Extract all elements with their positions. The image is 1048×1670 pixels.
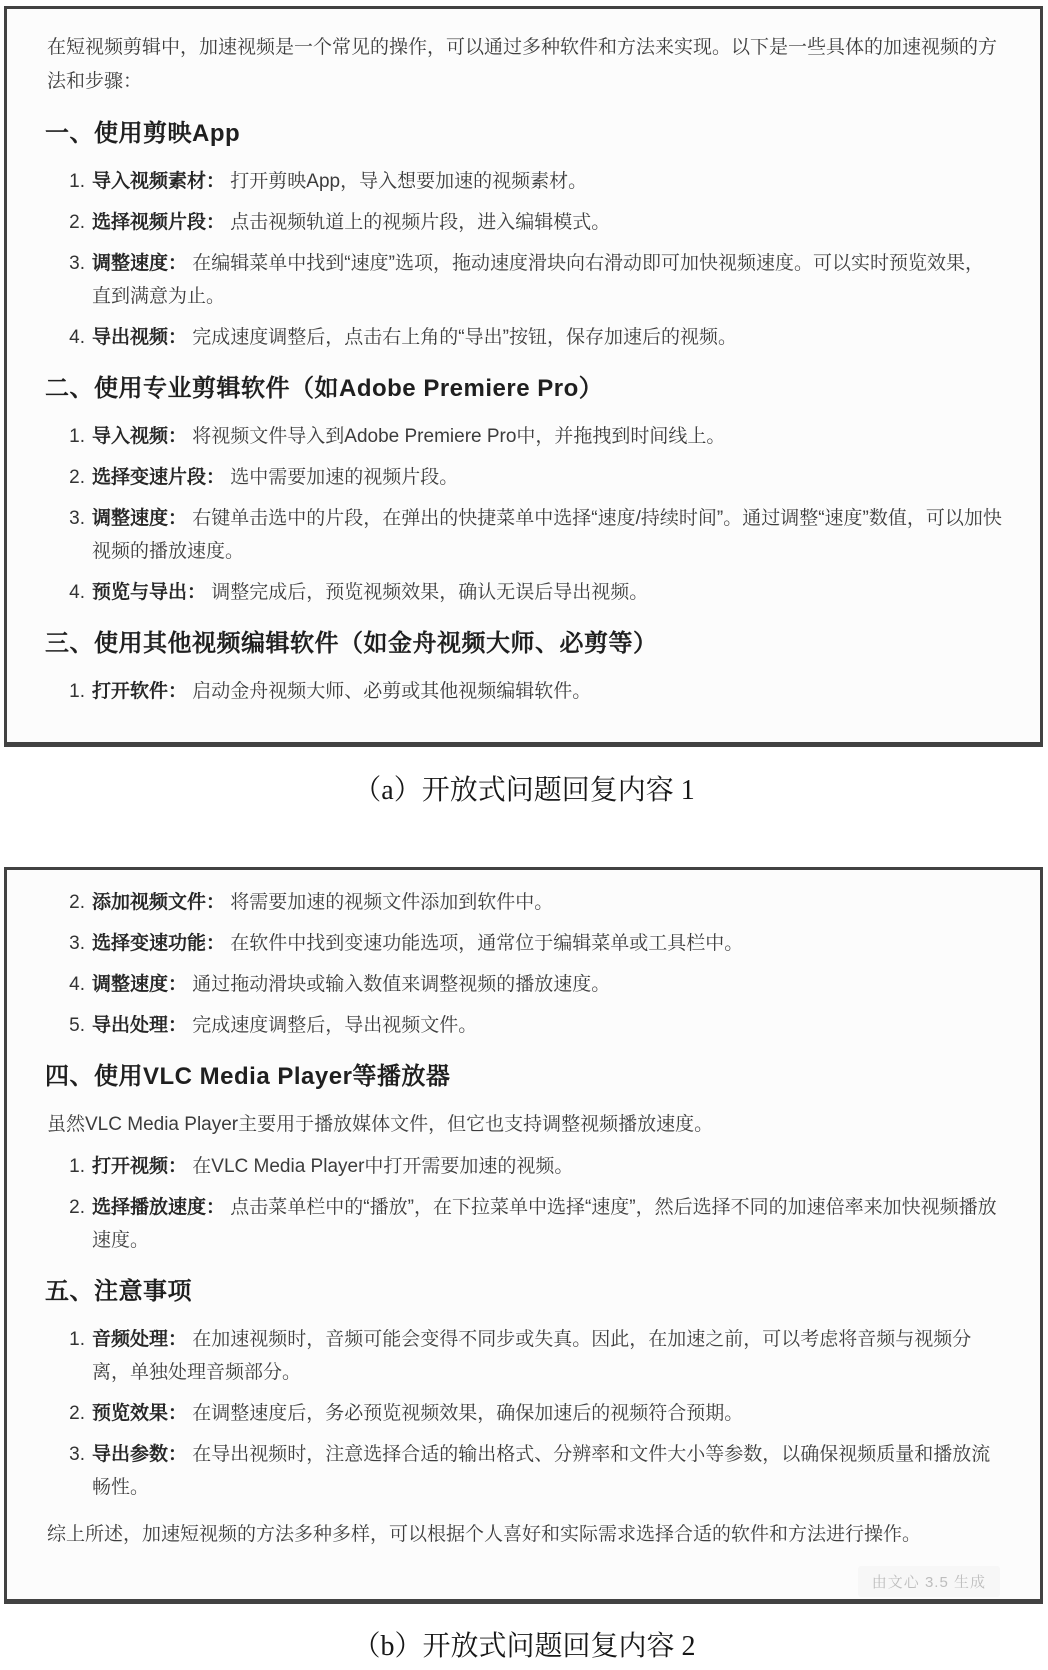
item-text: 通过拖动滑块或输入数值来调整视频的播放速度。 <box>187 974 611 995</box>
item-number: 1. <box>69 1156 85 1177</box>
list-item <box>59 576 1002 609</box>
item-label: 调整速度： <box>92 508 188 529</box>
list-item <box>59 1009 1002 1042</box>
item-body <box>92 1397 1002 1430</box>
item-label: 调整速度： <box>92 253 188 274</box>
item-body <box>92 247 1002 313</box>
list-item <box>59 1438 1002 1504</box>
item-text: 在编辑菜单中找到“速度”选项，拖动速度滑块向右滑动即可加快视频速度。可以实时预览效果，直到满意为止。 <box>92 253 984 307</box>
item-body <box>92 206 1002 239</box>
item-number: 1. <box>69 171 85 192</box>
item-body <box>92 1009 1002 1042</box>
list-item <box>59 927 1002 960</box>
list-item <box>59 1150 1002 1183</box>
list-item <box>59 206 1002 239</box>
item-text: 完成速度调整后，点击右上角的“导出”按钮，保存加速后的视频。 <box>187 327 737 348</box>
item-text: 在导出视频时，注意选择合适的输出格式、分辨率和文件大小等参数，以确保视频质量和播放流畅性。 <box>92 1444 991 1498</box>
list-item <box>59 886 1002 919</box>
item-text: 在加速视频时，音频可能会变得不同步或失真。因此，在加速之前，可以考虑将音频与视频分离，单独处理音频部分。 <box>92 1329 972 1383</box>
list-item <box>59 321 1002 354</box>
item-text: 完成速度调整后，导出视频文件。 <box>187 1015 478 1036</box>
list-item <box>59 1191 1002 1257</box>
item-number: 3. <box>69 1444 85 1465</box>
answer-panel-b <box>4 867 1043 1604</box>
section-heading: 四、使用VLC Media Player等播放器 <box>45 1063 451 1090</box>
list-item <box>59 247 1002 313</box>
item-body <box>92 1323 1002 1389</box>
item-body <box>92 1150 1002 1183</box>
item-label: 导出处理： <box>92 1015 188 1036</box>
list-item <box>59 420 1002 453</box>
item-number: 1. <box>69 681 85 702</box>
numbered-list <box>59 886 1002 1042</box>
list-item <box>59 1323 1002 1389</box>
item-number: 4. <box>69 974 85 995</box>
item-label: 调整速度： <box>92 974 188 995</box>
item-number: 5. <box>69 1015 85 1036</box>
item-body <box>92 321 1002 354</box>
watermark-row <box>45 1566 1000 1597</box>
item-body <box>92 927 1002 960</box>
item-number: 2. <box>69 1197 85 1218</box>
section-heading: 五、注意事项 <box>45 1278 192 1305</box>
list-item <box>59 675 1002 708</box>
item-body <box>92 1438 1002 1504</box>
numbered-list <box>59 675 1002 708</box>
list-item <box>59 165 1002 198</box>
item-text: 在VLC Media Player中打开需要加速的视频。 <box>187 1156 574 1177</box>
item-text: 在调整速度后，务必预览视频效果，确保加速后的视频符合预期。 <box>187 1403 744 1424</box>
numbered-list <box>59 1150 1002 1257</box>
list-item <box>59 502 1002 568</box>
item-number: 3. <box>69 508 85 529</box>
numbered-list <box>59 165 1002 354</box>
item-text: 将需要加速的视频文件添加到软件中。 <box>225 892 554 913</box>
paragraph: 虽然VLC Media Player主要用于播放媒体文件，但它也支持调整视频播放速度。 <box>47 1114 714 1135</box>
item-text: 调整完成后，预览视频效果，确认无误后导出视频。 <box>206 582 649 603</box>
list-item <box>59 1397 1002 1430</box>
answer-panel-a-content <box>45 31 1002 708</box>
paragraph: 综上所述，加速短视频的方法多种多样，可以根据个人喜好和实际需求选择合适的软件和方法进行操作。 <box>47 1524 922 1545</box>
item-text: 打开剪映App，导入想要加速的视频素材。 <box>225 171 588 192</box>
item-number: 1. <box>69 426 85 447</box>
item-number: 3. <box>69 253 85 274</box>
item-number: 4. <box>69 327 85 348</box>
generator-watermark: 由文心 3.5 生成 <box>858 1566 1000 1597</box>
item-label: 添加视频文件： <box>92 892 226 913</box>
item-number: 3. <box>69 933 85 954</box>
numbered-list <box>59 420 1002 609</box>
item-number: 4. <box>69 582 85 603</box>
item-label: 预览与导出： <box>92 582 207 603</box>
item-text: 点击视频轨道上的视频片段，进入编辑模式。 <box>225 212 611 233</box>
item-label: 打开视频： <box>92 1156 188 1177</box>
item-body <box>92 968 1002 1001</box>
item-label: 选择变速功能： <box>92 933 226 954</box>
item-label: 导出视频： <box>92 327 188 348</box>
answer-panel-b-content <box>45 886 1002 1597</box>
item-number: 1. <box>69 1329 85 1350</box>
item-body <box>92 461 1002 494</box>
figure-caption-b: （b）开放式问题回复内容 2 <box>352 1631 696 1662</box>
section-heading: 一、使用剪映App <box>45 120 241 147</box>
item-body <box>92 165 1002 198</box>
item-label: 预览效果： <box>92 1403 188 1424</box>
item-body <box>92 886 1002 919</box>
list-item <box>59 461 1002 494</box>
item-text: 选中需要加速的视频片段。 <box>225 467 459 488</box>
item-text: 在软件中找到变速功能选项，通常位于编辑菜单或工具栏中。 <box>225 933 744 954</box>
answer-panel-a <box>4 6 1043 747</box>
item-text: 将视频文件导入到Adobe Premiere Pro中，并拖拽到时间线上。 <box>187 426 726 447</box>
item-label: 音频处理： <box>92 1329 188 1350</box>
item-number: 2. <box>69 892 85 913</box>
item-body <box>92 675 1002 708</box>
item-label: 导出参数： <box>92 1444 188 1465</box>
section-heading: 二、使用专业剪辑软件（如Adobe Premiere Pro） <box>45 375 604 402</box>
item-text: 右键单击选中的片段，在弹出的快捷菜单中选择“速度/持续时间”。通过调整“速度”数值，可以加快视频的播放速度。 <box>92 508 1002 562</box>
paragraph: 在短视频剪辑中，加速视频是一个常见的操作，可以通过多种软件和方法来实现。以下是一些具体的加速视频的方法和步骤： <box>47 37 998 92</box>
item-text: 点击菜单栏中的“播放”，在下拉菜单中选择“速度”，然后选择不同的加速倍率来加快视频播放速度。 <box>92 1197 997 1251</box>
item-label: 选择播放速度： <box>92 1197 226 1218</box>
item-body <box>92 576 1002 609</box>
item-label: 选择变速片段： <box>92 467 226 488</box>
numbered-list <box>59 1323 1002 1504</box>
item-label: 导入视频： <box>92 426 188 447</box>
item-body <box>92 1191 1002 1257</box>
item-text: 启动金舟视频大师、必剪或其他视频编辑软件。 <box>187 681 592 702</box>
list-item <box>59 968 1002 1001</box>
section-heading: 三、使用其他视频编辑软件（如金舟视频大师、必剪等） <box>45 630 658 657</box>
item-label: 打开软件： <box>92 681 188 702</box>
item-body <box>92 502 1002 568</box>
item-body <box>92 420 1002 453</box>
item-label: 选择视频片段： <box>92 212 226 233</box>
figure-caption-a: （a）开放式问题回复内容 1 <box>353 775 695 806</box>
item-label: 导入视频素材： <box>92 171 226 192</box>
item-number: 2. <box>69 212 85 233</box>
item-number: 2. <box>69 467 85 488</box>
item-number: 2. <box>69 1403 85 1424</box>
